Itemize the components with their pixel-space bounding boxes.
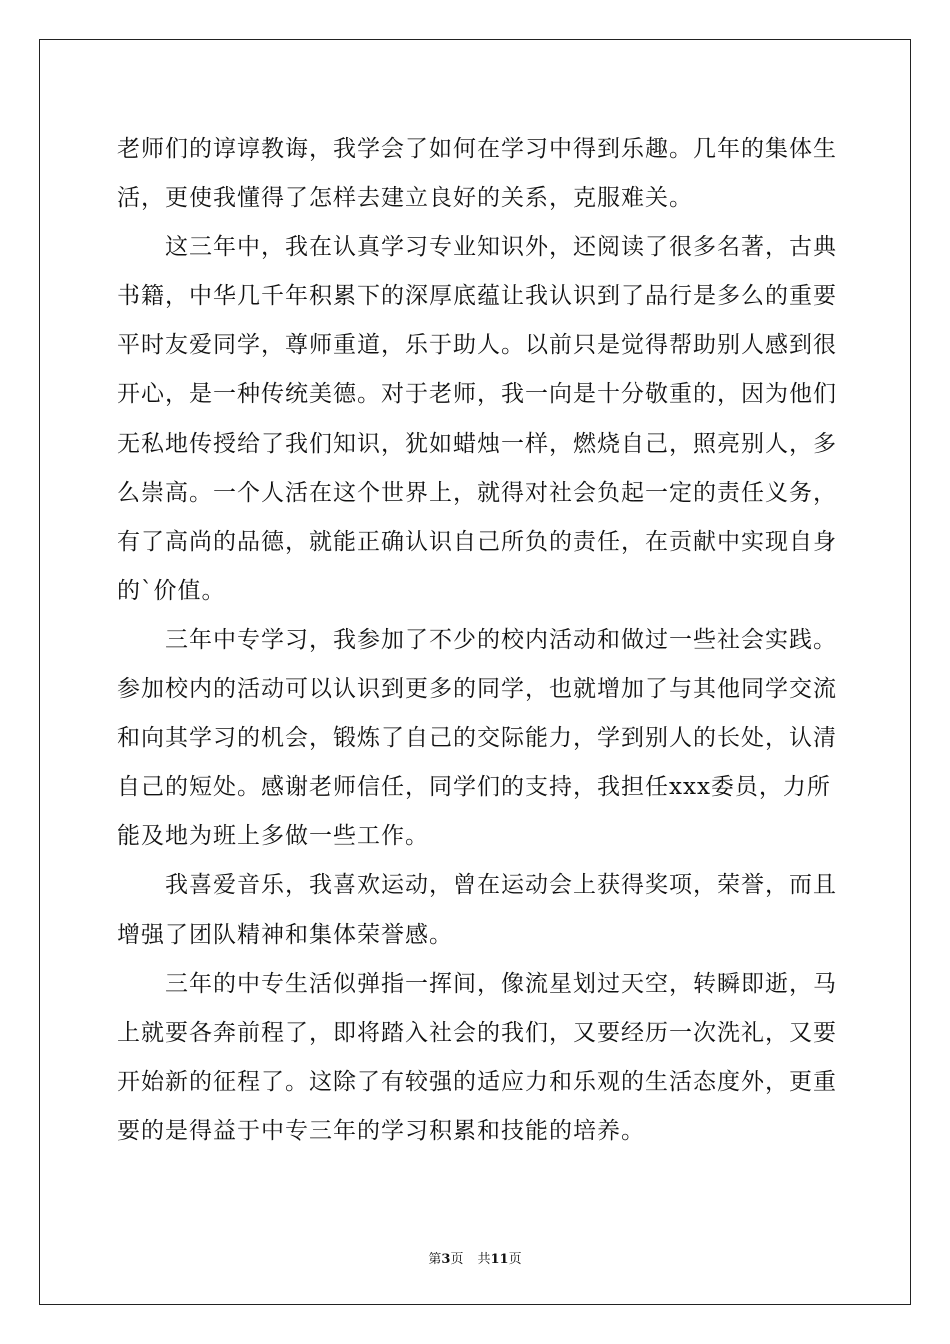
text-line: 么崇高。一个人活在这个世界上，就得对社会负起一定的责任义务，	[117, 479, 837, 506]
total-prefix: 共	[477, 1252, 491, 1267]
page-prefix: 第	[428, 1252, 442, 1267]
page-footer	[0, 1248, 950, 1267]
text-line: 开始新的征程了。这除了有较强的适应力和乐观的生活态度外，更重	[117, 1068, 837, 1095]
text-line: 有了高尚的品德，就能正确认识自己所负的责任，在贡献中实现自身	[117, 528, 837, 555]
text-line: 书籍，中华几千年积累下的深厚底蕴让我认识到了品行是多么的重要	[117, 283, 837, 310]
text-line: 老师们的谆谆教诲，我学会了如何在学习中得到乐趣。几年的集体生	[117, 136, 837, 162]
text-line: 活，更使我懂得了怎样去建立良好的关系，克服难关。	[117, 185, 693, 212]
page-number: 3	[441, 1252, 451, 1267]
text-line: 参加校内的活动可以认识到更多的同学，也就增加了与其他同学交流	[117, 676, 837, 703]
text-line: 三年中专学习，我参加了不少的校内活动和做过一些社会实践。	[165, 626, 837, 653]
text-line: 这三年中，我在认真学习专业知识外，还阅读了很多名著，古典	[165, 234, 837, 261]
text-line: 平时友爱同学，尊师重道，乐于助人。以前只是觉得帮助别人感到很	[117, 332, 837, 359]
total-pages: 11	[490, 1252, 509, 1267]
text-line: 上就要各奔前程了，即将踏入社会的我们，又要经历一次洗礼，又要	[117, 1019, 837, 1046]
text-line: 要的是得益于中专三年的学习积累和技能的培养。	[117, 1117, 645, 1144]
text-line: 无私地传授给了我们知识，犹如蜡烛一样，燃烧自己，照亮别人，多	[117, 430, 837, 457]
text-line: 和向其学习的机会，锻炼了自己的交际能力，学到别人的长处，认清	[117, 725, 837, 752]
text-line: 的`价值。	[117, 577, 226, 604]
total-suffix: 页	[508, 1252, 522, 1267]
document-body	[117, 125, 837, 1156]
text-line: 增强了团队精神和集体荣誉感。	[117, 921, 453, 948]
text-line: 自己的短处。感谢老师信任，同学们的支持，我担任xxx委员，力所	[117, 774, 831, 801]
page-suffix: 页	[450, 1252, 464, 1267]
text-line: 开心，是一种传统美德。对于老师，我一向是十分敬重的，因为他们	[117, 381, 837, 408]
text-line: 能及地为班上多做一些工作。	[117, 823, 429, 850]
text-line: 三年的中专生活似弹指一挥间，像流星划过天空，转瞬即逝，马	[165, 970, 837, 997]
text-line: 我喜爱音乐，我喜欢运动，曾在运动会上获得奖项，荣誉，而且	[165, 872, 837, 899]
